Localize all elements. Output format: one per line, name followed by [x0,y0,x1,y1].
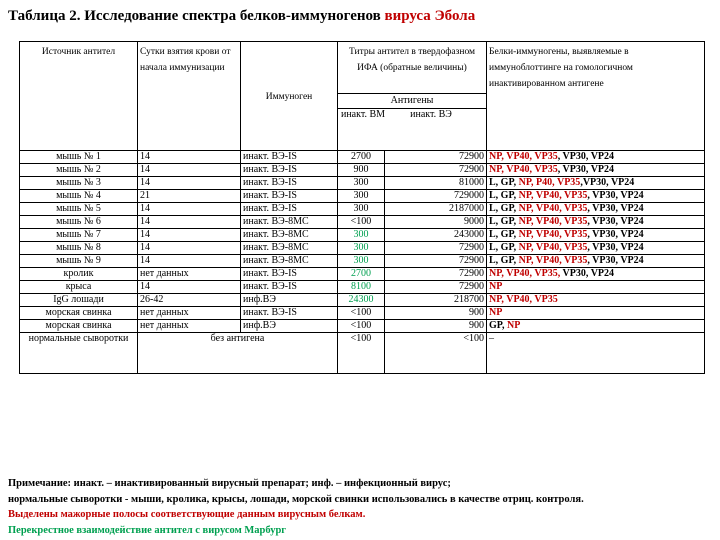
cell-titer-vm: 300 [338,177,385,190]
cell-proteins [487,190,705,203]
protein-segment: L, GP, [489,177,519,188]
cell-immunogen: инакт. ВЭ-IS [241,190,338,203]
cell-titer-ve: 2187000 [385,203,487,216]
cell-day: 14 [138,177,241,190]
cell-proteins [487,242,705,255]
cell-day: нет данных [138,307,241,320]
protein-segment: , VP30, VP24 [587,203,644,214]
protein-segment: , VP30, VP24 [587,242,644,253]
protein-segment: , VP30, VP24 [557,164,615,175]
cell-proteins [487,151,705,164]
table-row [20,177,705,190]
table-row [20,255,705,268]
cell-titer-vm: 300 [338,229,385,242]
protein-segment: , VP30, VP24 [587,255,644,266]
cell-immunogen: инакт. ВЭ-IS [241,151,338,164]
cell-day: 14 [138,255,241,268]
protein-segment: NP, VP40, VP35, [489,268,561,279]
table-row [20,203,705,216]
cell-titer-ve: 72900 [385,281,487,294]
table-row [20,190,705,203]
header-ag-vm: инакт. ВМ [340,109,386,121]
table-row [20,320,705,333]
cell-day: нет данных [138,320,241,333]
protein-segment: NP, VP40, VP35 [518,242,588,253]
protein-segment: L, GP, [489,216,519,227]
protein-segment: NP, VP40, VP35 [518,216,588,227]
cell-source: мышь № 1 [20,151,138,164]
cell-immunogen: без антигена [138,333,338,374]
cell-day: 14 [138,242,241,255]
protein-segment: L, GP, [489,203,519,214]
protein-segment: NP, P40, VP35 [518,177,581,188]
table-row [20,268,705,281]
cell-proteins [487,294,705,307]
protein-segment: NP [489,307,503,318]
cell-titer-vm: <100 [338,333,385,374]
cell-proteins [487,229,705,242]
cell-titer-ve: 9000 [385,216,487,229]
protein-segment: NP [506,320,521,331]
cell-proteins [487,164,705,177]
protein-segment: , VP30, VP24 [587,190,644,201]
cell-titer-ve: 218700 [385,294,487,307]
protein-segment: NP, VP40, VP35 [518,255,588,266]
cell-source: мышь № 7 [20,229,138,242]
cell-immunogen: инакт. ВЭ-IS [241,268,338,281]
cell-source: кролик [20,268,138,281]
cell-source: мышь № 6 [20,216,138,229]
title-prefix: Таблица 2. Исследование спектра белков-иммуногенов [8,8,385,24]
cell-immunogen: инф.ВЭ [241,294,338,307]
cell-titer-vm: 900 [338,164,385,177]
cell-titer-ve: 72900 [385,164,487,177]
table-row [20,229,705,242]
cell-immunogen: инакт. ВЭ-8МС [241,242,338,255]
cell-proteins [487,177,705,190]
cell-source: IgG лошади [20,294,138,307]
cell-immunogen: инф.ВЭ [241,320,338,333]
cell-proteins: – [487,333,705,374]
cell-source: крыса [20,281,138,294]
cell-proteins [487,268,705,281]
protein-segment: NP, VP40, VP35 [489,164,558,175]
cell-immunogen: инакт. ВЭ-IS [241,164,338,177]
protein-segment: L, GP, [489,242,519,253]
table-row [20,294,705,307]
cell-source: нормальные сыворотки [20,333,138,374]
note-line: Примечание: инакт. – инактивированный вирусный препарат; инф. – инфекционный вирус; [8,478,451,489]
cell-day: 14 [138,281,241,294]
note-line: нормальные сыворотки - мыши, кролика, крысы, лошади, морской свинки использовались в качестве отриц. контроля. [8,493,584,505]
table-row [20,242,705,255]
cell-titer-ve: 72900 [385,151,487,164]
cell-day: нет данных [138,268,241,281]
cell-titer-vm: 2700 [338,151,385,164]
table-row [20,164,705,177]
cell-immunogen: инакт. ВЭ-8МС [241,216,338,229]
cell-source: морская свинка [20,320,138,333]
protein-segment: NP, VP40, VP35 [518,190,588,201]
header-antigens: Антигены [338,93,487,108]
table-row [20,216,705,229]
cell-immunogen: инакт. ВЭ-IS [241,203,338,216]
cell-source: мышь № 2 [20,164,138,177]
protein-segment: NP, VP40, VP35 [518,203,588,214]
protein-segment: NP [489,281,503,292]
table-row [20,151,705,164]
cell-day: 14 [138,216,241,229]
cell-source: мышь № 4 [20,190,138,203]
protein-segment: GP, [489,320,507,331]
cell-titer-vm: 300 [338,255,385,268]
cell-day: 21 [138,190,241,203]
cell-titer-vm: <100 [338,307,385,320]
cell-titer-ve: 72900 [385,255,487,268]
note-line: Выделены мажорные полосы соответствующие данным вирусным белкам. [8,509,366,520]
cell-titer-ve: 72900 [385,268,487,281]
cell-titer-vm: 2700 [338,268,385,281]
protein-segment: L, GP, [489,255,519,266]
header-proteins: Белки-иммуногены, выявляемые в иммуноблоттинге на гомологичном инактивированном антигене [487,42,705,151]
cell-immunogen: инакт. ВЭ-IS [241,307,338,320]
table-row [20,281,705,294]
cell-titer-ve: 243000 [385,229,487,242]
cell-titer-vm: <100 [338,320,385,333]
cell-titer-vm: 8100 [338,281,385,294]
cell-titer-vm: 24300 [338,294,385,307]
cell-source: морская свинка [20,307,138,320]
cell-day: 26-42 [138,294,241,307]
cell-titer-ve: 900 [385,320,487,333]
title-highlight: вируса Эбола [384,8,476,24]
header-source: Источник антител [20,42,138,151]
cell-immunogen: инакт. ВЭ-IS [241,177,338,190]
protein-segment: ,VP30, VP24 [580,177,635,188]
cell-source: мышь № 3 [20,177,138,190]
immunogen-table [19,41,705,374]
protein-segment: NP, VP40, VP35 [489,151,558,162]
cell-titer-ve: <100 [385,333,487,374]
protein-segment: VP30, VP24 [560,268,615,279]
cell-day: 14 [138,164,241,177]
protein-segment: , VP30, VP24 [587,229,644,240]
cell-proteins [487,320,705,333]
header-titers: Титры антител в твердофазном ИФА (обратные величины) [338,42,487,94]
cell-day: 14 [138,151,241,164]
cell-source: мышь № 5 [20,203,138,216]
cell-proteins [487,307,705,320]
cell-proteins [487,255,705,268]
notes [8,476,584,538]
header-day: Сутки взятия крови от начала иммунизации [138,42,241,151]
cell-immunogen: инакт. ВЭ-8МС [241,255,338,268]
page-title [8,8,475,25]
table-row-normal-sera [20,333,705,374]
protein-segment: NP, VP40, VP35 [489,294,558,305]
cell-titer-vm: 300 [338,203,385,216]
cell-immunogen: инакт. ВЭ-IS [241,281,338,294]
cell-proteins [487,216,705,229]
protein-segment: L, GP, [489,190,519,201]
cell-titer-ve: 900 [385,307,487,320]
cell-day: 14 [138,203,241,216]
cell-titer-vm: 300 [338,190,385,203]
cell-immunogen: инакт. ВЭ-8МС [241,229,338,242]
table-row [20,307,705,320]
cell-titer-ve: 729000 [385,190,487,203]
cell-titer-vm: 300 [338,242,385,255]
cell-titer-ve: 81000 [385,177,487,190]
header-ag-ve: инакт. ВЭ [410,109,452,121]
header-immunogen: Иммуноген [241,42,338,151]
protein-segment: , VP30, VP24 [587,216,644,227]
header-antigen-subcols [338,109,487,151]
protein-segment: L, GP, [489,229,519,240]
note-line: Перекрестное взаимодействие антител с вирусом Марбург [8,524,287,536]
cell-day: 14 [138,229,241,242]
protein-segment: , VP30, VP24 [557,151,615,162]
protein-segment: NP, VP40, VP35 [518,229,588,240]
cell-source: мышь № 8 [20,242,138,255]
cell-proteins [487,203,705,216]
cell-source: мышь № 9 [20,255,138,268]
cell-titer-ve: 72900 [385,242,487,255]
cell-titer-vm: <100 [338,216,385,229]
cell-proteins [487,281,705,294]
